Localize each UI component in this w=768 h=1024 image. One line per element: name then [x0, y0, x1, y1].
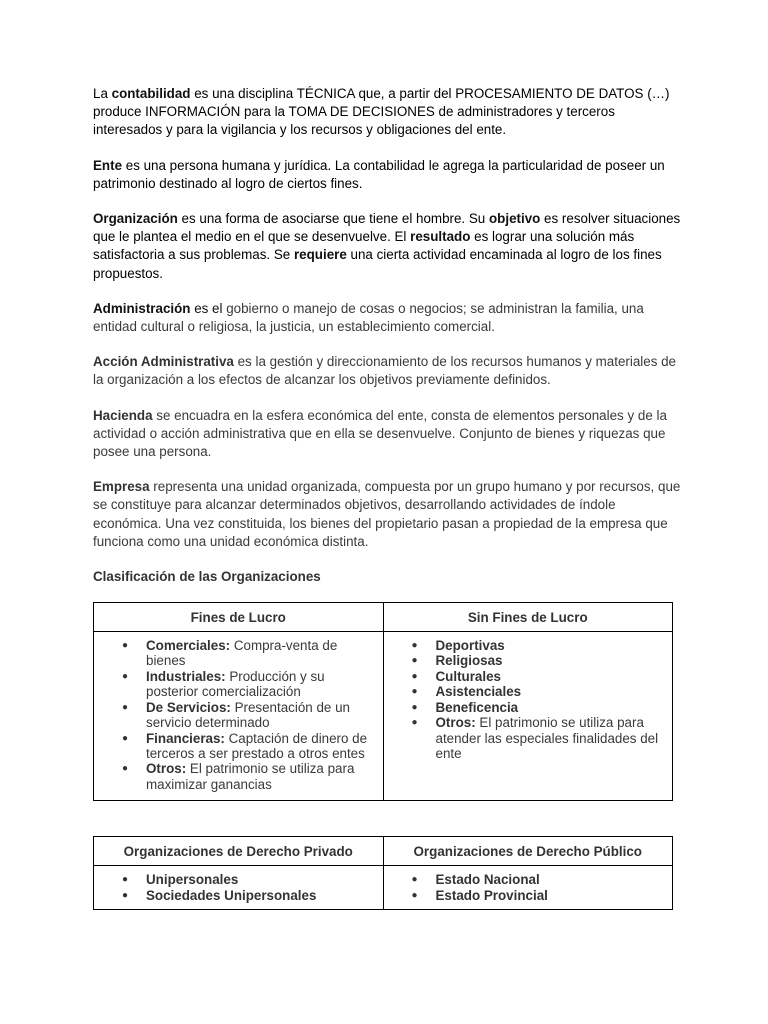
- list-item-text: Captación de dinero de terceros a ser prestado a otros entes: [146, 730, 368, 761]
- term-objetivo: objetivo: [488, 211, 541, 227]
- list-item: [436, 715, 665, 761]
- paragraph-hacienda: [93, 407, 683, 462]
- list-item-text: Compra-venta de bienes: [146, 638, 338, 669]
- list-item: [436, 684, 665, 699]
- term-organizacion: Organización: [93, 211, 178, 227]
- list-item-term: Culturales: [435, 668, 501, 684]
- list-item-term: Religiosas: [435, 653, 503, 669]
- list-fines-de-lucro: [102, 638, 375, 792]
- cell-derecho-privado: [94, 866, 384, 910]
- list-item: [146, 731, 375, 762]
- list-item: [436, 888, 665, 903]
- list-item-text: El patrimonio se utiliza para maximizar ganancias: [146, 761, 355, 792]
- paragraph-organizacion: [93, 210, 683, 283]
- list-derecho-privado: [102, 872, 375, 903]
- list-item-term: De Servicios:: [146, 699, 231, 715]
- list-item-term: Sociedades Unipersonales: [146, 887, 317, 903]
- term-contabilidad: contabilidad: [111, 86, 191, 101]
- list-item: [146, 761, 375, 792]
- section-heading: Clasificación de las Organizaciones: [93, 569, 321, 585]
- header-derecho-privado: Organizaciones de Derecho Privado: [94, 837, 384, 866]
- list-item: [436, 638, 665, 653]
- text: representa una unidad organizada, compuesta por un grupo humano y por recursos, que se constituye para alcanzar determinados objetivos, desarrollando actividades de índole económica. Una vez constituida, los bienes del propietario pasan a propiedad de la empresa que funciona como una unidad económica distinta.: [93, 479, 681, 549]
- text: es el: [190, 300, 223, 316]
- text: es la gestión y direccionamiento de los recursos humanos y materiales de la organización a los efectos de alcanzar los objetivos previamente definidos.: [93, 354, 677, 388]
- list-item: [436, 669, 665, 684]
- paragraph-accion-administrativa: [93, 353, 683, 389]
- list-item: [436, 872, 665, 887]
- text: es resolver situaciones que le plantea el medio en el que se desenvuelve. El: [93, 211, 681, 245]
- list-item-term: Unipersonales: [146, 872, 239, 888]
- document-page: [93, 85, 683, 910]
- list-item-text: El patrimonio se utiliza para atender las especiales finalidades del ente: [435, 715, 659, 761]
- cell-sin-fines-de-lucro: [383, 632, 673, 801]
- text: La: [93, 86, 112, 101]
- header-derecho-publico: Organizaciones de Derecho Público: [383, 837, 673, 866]
- list-item: [146, 669, 375, 700]
- paragraph-ente: [93, 157, 683, 193]
- list-item-term: Asistenciales: [435, 684, 522, 700]
- term-resultado: resultado: [410, 229, 471, 245]
- list-item-term: Otros:: [146, 761, 187, 777]
- list-item: [436, 700, 665, 715]
- text: es una forma de asociarse que tiene el hombre. Su: [177, 211, 489, 227]
- list-item: [146, 700, 375, 731]
- text: una cierta actividad encaminada al logro de los fines propuestos.: [93, 247, 662, 281]
- cell-fines-de-lucro: [94, 632, 384, 801]
- term-accion-administrativa: Acción Administrativa: [93, 354, 234, 370]
- list-item-term: Financieras:: [146, 730, 225, 746]
- classification-table-lucro: [93, 602, 673, 801]
- list-sin-fines-de-lucro: [392, 638, 665, 761]
- text: es una persona humana y jurídica. La contabilidad le agrega la particularidad de poseer un patrimonio destinado al logro de ciertos fines.: [93, 157, 665, 191]
- term-hacienda: Hacienda: [93, 407, 153, 423]
- paragraph-contabilidad: [93, 85, 683, 140]
- header-sin-fines-de-lucro: Sin Fines de Lucro: [383, 603, 673, 632]
- list-item: [436, 653, 665, 668]
- text: gobierno o manejo de cosas o negocios; se administran la familia, una entidad cultural o religiosa, la justicia, un establecimiento comercial.: [93, 300, 644, 335]
- header-fines-de-lucro: Fines de Lucro: [94, 603, 384, 632]
- classification-table-derecho: [93, 836, 673, 910]
- list-derecho-publico: [392, 872, 665, 903]
- cell-derecho-publico: [383, 866, 673, 910]
- list-item: [146, 638, 375, 669]
- text: es una disciplina TÉCNICA que, a partir del PROCESAMIENTO DE DATOS (…) produce INFORMACIÓN para la TOMA DE DECISIONES de administradores y terceros interesados y para la vigilancia y los recursos y obligaciones del ente.: [93, 86, 670, 138]
- list-item-text: Producción y su posterior comercialización: [146, 668, 325, 700]
- list-item-term: Estado Provincial: [435, 887, 548, 903]
- text: es lograr una solución más satisfactoria a sus problemas. Se: [93, 229, 635, 263]
- list-item: [146, 872, 375, 887]
- term-requiere: requiere: [293, 247, 347, 263]
- term-ente: Ente: [93, 157, 123, 173]
- list-item-term: Beneficencia: [435, 699, 519, 715]
- paragraph-empresa: [93, 478, 683, 551]
- list-item-term: Estado Nacional: [435, 872, 540, 888]
- text: se encuadra en la esfera económica del ente, consta de elementos personales y de la actividad o acción administrativa que en ella se desenvuelve. Conjunto de bienes y riquezas que posee una persona.: [93, 407, 667, 460]
- list-item-term: Otros:: [435, 715, 476, 731]
- list-item-term: Industriales:: [146, 668, 226, 684]
- list-item-term: Comerciales:: [146, 638, 231, 654]
- list-item-term: Deportivas: [435, 638, 505, 654]
- term-empresa: Empresa: [93, 479, 150, 495]
- paragraph-administracion: [93, 300, 683, 336]
- list-item: [146, 888, 375, 903]
- list-item-text: Presentación de un servicio determinado: [146, 699, 350, 731]
- term-administracion: Administración: [93, 300, 191, 316]
